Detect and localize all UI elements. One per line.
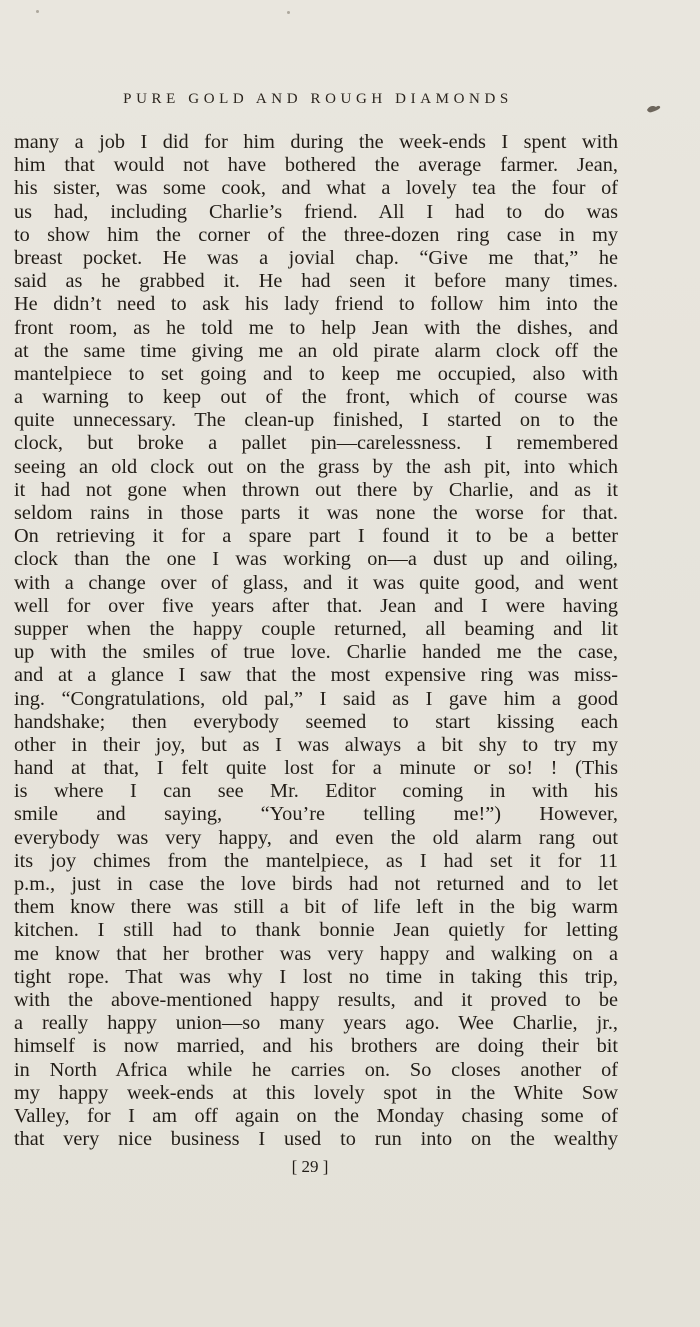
- body-line: mantelpiece to set going and to keep me occupied, also with: [14, 362, 618, 385]
- body-line: p.m., just in case the love birds had not returned and to let: [14, 873, 618, 895]
- body-line: clock than the one I was working on—a dust up and oiling,: [14, 548, 618, 571]
- body-line: up with the smiles of true love. Charlie handed me the case,: [14, 641, 618, 664]
- paper-speck: [36, 10, 39, 13]
- body-line: said as he grabbed it. He had seen it before many times.: [14, 270, 618, 293]
- body-line: them know there was still a bit of life left in the big warm: [14, 896, 618, 919]
- body-line: his sister, was some cook, and what a lovely tea the four of: [14, 177, 618, 200]
- body-line: breast pocket. He was a jovial chap. “Give me that,” he: [14, 246, 618, 269]
- body-line: Valley, for I am off again on the Monday chasing some of: [14, 1104, 618, 1127]
- body-line: He didn’t need to ask his lady friend to follow him into the: [14, 293, 618, 316]
- body-line: to show him the corner of the three-dozen ring case in my: [14, 223, 618, 246]
- body-line: is where I can see Mr. Editor coming in with his: [14, 780, 618, 803]
- body-line: himself is now married, and his brothers are doing their bit: [14, 1035, 618, 1058]
- body-line: its joy chimes from the mantelpiece, as I had set it for 11: [14, 849, 618, 872]
- body-line: On retrieving it for a spare part I found it to be a better: [14, 525, 618, 548]
- body-line: supper when the happy couple returned, all beaming and lit: [14, 617, 618, 640]
- body-line: well for over five years after that. Jean and I were having: [14, 594, 618, 617]
- body-line: other in their joy, but as I was always a bit shy to try my: [14, 733, 618, 756]
- ink-blot-icon: [646, 104, 662, 114]
- body-line: many a job I did for him during the week-ends I spent with: [14, 131, 618, 153]
- body-line: that very nice business I used to run into on the wealthy: [14, 1128, 618, 1151]
- running-head: PURE GOLD AND ROUGH DIAMONDS: [123, 91, 513, 107]
- body-line: kitchen. I still had to thank bonnie Jean quietly for letting: [14, 919, 618, 942]
- body-line: everybody was very happy, and even the old alarm rang out: [14, 826, 618, 849]
- body-line: clock, but broke a pallet pin—carelessness. I remembered: [14, 432, 618, 455]
- body-line: seeing an old clock out on the grass by the ash pit, into which: [14, 455, 618, 478]
- body-line: ing. “Congratulations, old pal,” I said as I gave him a good: [14, 687, 618, 710]
- body-line: with a change over of glass, and it was quite good, and went: [14, 571, 618, 594]
- body-line: a warning to keep out of the front, which of course was: [14, 386, 618, 409]
- body-line: and at a glance I saw that the most expensive ring was miss-: [14, 664, 618, 687]
- body-line: it had not gone when thrown out there by Charlie, and as it: [14, 478, 618, 501]
- paper-speck: [287, 11, 290, 14]
- body-line: tight rope. That was why I lost no time in taking this trip,: [14, 965, 618, 988]
- body-line: seldom rains in those parts it was none the worse for that.: [14, 502, 618, 524]
- body-line: front room, as he told me to help Jean with the dishes, and: [14, 316, 618, 339]
- body-line: me know that her brother was very happy and walking on a: [14, 942, 618, 965]
- body-line: hand at that, I felt quite lost for a minute or so! ! (This: [14, 757, 618, 780]
- body-line: quite unnecessary. The clean-up finished, I started on to the: [14, 409, 618, 432]
- body-line: at the same time giving me an old pirate alarm clock off the: [14, 339, 618, 362]
- body-line: us had, including Charlie’s friend. All I had to do was: [14, 200, 618, 223]
- body-line: in North Africa while he carries on. So closes another of: [14, 1058, 618, 1081]
- page-number: [ 29 ]: [291, 1157, 329, 1176]
- body-line: with the above-mentioned happy results, and it proved to be: [14, 988, 618, 1011]
- body-text: [14, 131, 618, 1151]
- body-line: my happy week-ends at this lovely spot in the White Sow: [14, 1081, 618, 1104]
- body-line: him that would not have bothered the average farmer. Jean,: [14, 154, 618, 177]
- body-line: a really happy union—so many years ago. Wee Charlie, jr.,: [14, 1012, 618, 1035]
- body-line: smile and saying, “You’re telling me!”) However,: [14, 803, 618, 826]
- body-line: handshake; then everybody seemed to start kissing each: [14, 710, 618, 733]
